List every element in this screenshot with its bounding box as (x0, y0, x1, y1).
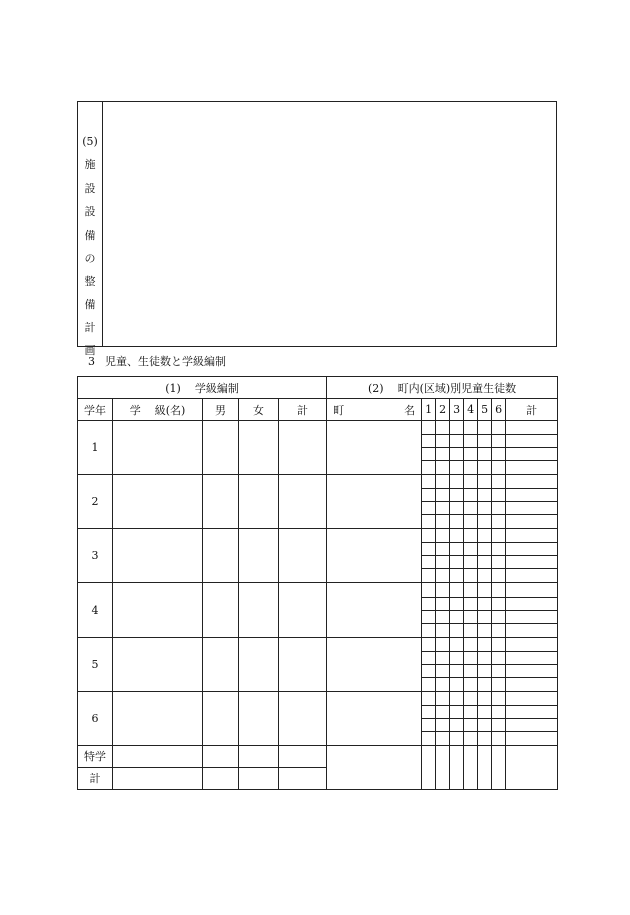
town-cell (327, 421, 422, 475)
count-cell (436, 435, 450, 448)
count-cell (450, 515, 464, 529)
count-cell (478, 718, 492, 731)
count-cell (478, 745, 492, 789)
count-cell (436, 461, 450, 475)
class-cell (113, 421, 203, 475)
count-cell (450, 651, 464, 664)
count-cell (464, 637, 478, 651)
count-cell (464, 556, 478, 569)
count-cell (422, 569, 436, 583)
class-cell (113, 475, 203, 529)
table1-title: 学級編制 (194, 381, 239, 395)
count-cell (478, 448, 492, 461)
header-class-left: 学 (129, 403, 141, 417)
town-cell (327, 529, 422, 583)
female-cell (239, 529, 279, 583)
count-cell (492, 677, 506, 691)
count-cell (464, 461, 478, 475)
count-cell (478, 637, 492, 651)
female-cell (239, 475, 279, 529)
count-cell (492, 691, 506, 705)
count-cell (422, 597, 436, 610)
count-cell (492, 637, 506, 651)
count-cell (478, 705, 492, 718)
section3-heading (88, 353, 226, 369)
count-cell (478, 664, 492, 677)
total-cell (279, 421, 327, 475)
special-class-row (78, 745, 558, 767)
count-cell (422, 448, 436, 461)
town-cell (327, 583, 422, 637)
facility-plan-box (77, 101, 557, 357)
count-cell (492, 502, 506, 515)
count-cell (478, 597, 492, 610)
count-cell (478, 489, 492, 502)
count-cell (450, 731, 464, 745)
count-cell (506, 718, 558, 731)
special-class-label: 特学 (78, 745, 113, 767)
count-cell (478, 475, 492, 489)
count-cell (450, 461, 464, 475)
header-class (113, 399, 203, 421)
count-cell (506, 489, 558, 502)
count-cell (506, 705, 558, 718)
count-cell (436, 489, 450, 502)
count-cell (506, 664, 558, 677)
count-cell (450, 421, 464, 435)
table2-title: 町内(区域)別児童生徒数 (397, 381, 517, 395)
count-cell (422, 435, 436, 448)
count-cell (478, 731, 492, 745)
count-cell (450, 597, 464, 610)
count-cell (478, 502, 492, 515)
grade-cell: 6 (78, 691, 113, 745)
count-cell (422, 475, 436, 489)
header-female: 女 (239, 399, 279, 421)
count-cell (450, 529, 464, 543)
total-row-cell (203, 767, 239, 789)
count-cell (422, 543, 436, 556)
count-cell (464, 543, 478, 556)
count-cell (506, 623, 558, 637)
count-cell (506, 637, 558, 651)
town-cell (327, 691, 422, 745)
female-cell (239, 583, 279, 637)
count-cell (506, 502, 558, 515)
count-cell (436, 529, 450, 543)
count-cell (478, 610, 492, 623)
count-cell (422, 556, 436, 569)
count-cell (464, 623, 478, 637)
count-cell (478, 651, 492, 664)
total-row-cell (113, 767, 203, 789)
count-cell (492, 664, 506, 677)
count-cell (450, 623, 464, 637)
town-cell (327, 475, 422, 529)
header-year-3: 3 (450, 399, 464, 421)
header-town-total: 計 (506, 399, 558, 421)
count-cell (506, 556, 558, 569)
count-cell (464, 705, 478, 718)
count-cell (492, 529, 506, 543)
count-cell (464, 475, 478, 489)
facility-plan-char: 設 (84, 205, 96, 218)
count-cell (492, 421, 506, 435)
count-cell (436, 705, 450, 718)
count-cell (478, 421, 492, 435)
header-total: 計 (279, 399, 327, 421)
header-grade: 学年 (78, 399, 113, 421)
special-class-cell (113, 745, 203, 767)
male-cell (203, 529, 239, 583)
facility-plan-char: 設 (84, 182, 96, 195)
special-class-cell (239, 745, 279, 767)
count-cell (464, 651, 478, 664)
count-cell (506, 745, 558, 789)
table2-number: (2) (368, 381, 384, 395)
count-cell (422, 515, 436, 529)
female-cell (239, 421, 279, 475)
count-cell (436, 583, 450, 597)
count-cell (464, 515, 478, 529)
grade-cell: 1 (78, 421, 113, 475)
count-cell (422, 610, 436, 623)
table-row (78, 637, 558, 651)
total-row-cell (279, 767, 327, 789)
count-cell (450, 448, 464, 461)
header-year-1: 1 (422, 399, 436, 421)
count-cell (450, 705, 464, 718)
count-cell (492, 610, 506, 623)
count-cell (464, 731, 478, 745)
count-cell (450, 475, 464, 489)
count-cell (464, 597, 478, 610)
count-cell (422, 731, 436, 745)
count-cell (492, 731, 506, 745)
count-cell (436, 556, 450, 569)
count-cell (450, 637, 464, 651)
count-cell (464, 435, 478, 448)
count-cell (450, 489, 464, 502)
count-cell (492, 718, 506, 731)
count-cell (492, 556, 506, 569)
facility-plan-label (78, 102, 103, 357)
count-cell (436, 664, 450, 677)
class-organization-table (77, 376, 558, 790)
count-cell (478, 677, 492, 691)
count-cell (464, 489, 478, 502)
facility-plan-number: (5) (82, 135, 98, 148)
count-cell (436, 691, 450, 705)
male-cell (203, 637, 239, 691)
count-cell (492, 461, 506, 475)
count-cell (436, 610, 450, 623)
total-cell (279, 583, 327, 637)
count-cell (506, 461, 558, 475)
count-cell (450, 502, 464, 515)
count-cell (492, 489, 506, 502)
count-cell (422, 461, 436, 475)
count-cell (422, 623, 436, 637)
count-cell (478, 556, 492, 569)
count-cell (464, 745, 478, 789)
header-year-5: 5 (478, 399, 492, 421)
count-cell (436, 515, 450, 529)
count-cell (450, 583, 464, 597)
count-cell (506, 691, 558, 705)
count-cell (506, 651, 558, 664)
count-cell (436, 475, 450, 489)
count-cell (492, 745, 506, 789)
town-cell (327, 745, 422, 789)
count-cell (450, 435, 464, 448)
male-cell (203, 583, 239, 637)
count-cell (478, 435, 492, 448)
count-cell (436, 651, 450, 664)
count-cell (450, 718, 464, 731)
special-class-cell (203, 745, 239, 767)
section3-title: 児童、生徒数と学級編制 (105, 355, 226, 368)
count-cell (422, 718, 436, 731)
count-cell (436, 448, 450, 461)
total-cell (279, 475, 327, 529)
count-cell (436, 745, 450, 789)
count-cell (506, 515, 558, 529)
count-cell (436, 502, 450, 515)
count-cell (478, 543, 492, 556)
table-row (78, 529, 558, 543)
count-cell (492, 435, 506, 448)
facility-plan-char: 備 (84, 298, 96, 311)
count-cell (464, 448, 478, 461)
grade-cell: 2 (78, 475, 113, 529)
count-cell (492, 448, 506, 461)
count-cell (450, 664, 464, 677)
count-cell (422, 502, 436, 515)
total-label: 計 (78, 767, 113, 789)
count-cell (436, 677, 450, 691)
total-cell (279, 529, 327, 583)
count-cell (436, 731, 450, 745)
count-cell (506, 731, 558, 745)
class-cell (113, 691, 203, 745)
count-cell (450, 691, 464, 705)
grade-cell: 5 (78, 637, 113, 691)
total-cell (279, 691, 327, 745)
header-year-6: 6 (492, 399, 506, 421)
facility-plan-char: の (84, 252, 96, 265)
count-cell (464, 677, 478, 691)
count-cell (422, 664, 436, 677)
special-class-cell (279, 745, 327, 767)
male-cell (203, 421, 239, 475)
table-row (78, 583, 558, 597)
count-cell (506, 597, 558, 610)
class-cell (113, 637, 203, 691)
facility-plan-char: 施 (84, 158, 96, 171)
count-cell (464, 664, 478, 677)
facility-plan-char: 整 (84, 275, 96, 288)
male-cell (203, 475, 239, 529)
table-header-row (78, 399, 558, 421)
count-cell (422, 677, 436, 691)
table-row (78, 421, 558, 435)
count-cell (436, 569, 450, 583)
count-cell (464, 569, 478, 583)
count-cell (436, 623, 450, 637)
total-cell (279, 637, 327, 691)
table1-number: (1) (165, 381, 181, 395)
class-cell (113, 583, 203, 637)
count-cell (464, 421, 478, 435)
count-cell (422, 637, 436, 651)
count-cell (506, 677, 558, 691)
count-cell (422, 705, 436, 718)
count-cell (492, 623, 506, 637)
count-cell (506, 610, 558, 623)
grade-cell: 3 (78, 529, 113, 583)
count-cell (464, 610, 478, 623)
count-cell (450, 677, 464, 691)
count-cell (478, 569, 492, 583)
count-cell (506, 435, 558, 448)
count-cell (464, 529, 478, 543)
male-cell (203, 691, 239, 745)
count-cell (450, 569, 464, 583)
count-cell (464, 718, 478, 731)
count-cell (478, 529, 492, 543)
table-title-row (78, 377, 558, 399)
count-cell (422, 691, 436, 705)
header-town-right: 名 (404, 403, 416, 417)
header-year-2: 2 (436, 399, 450, 421)
count-cell (492, 475, 506, 489)
count-cell (506, 583, 558, 597)
table-row (78, 691, 558, 705)
female-cell (239, 637, 279, 691)
header-class-right: 級(名) (154, 403, 186, 417)
table-row (78, 475, 558, 489)
female-cell (239, 691, 279, 745)
header-year-4: 4 (464, 399, 478, 421)
count-cell (422, 529, 436, 543)
count-cell (464, 502, 478, 515)
facility-plan-char: 計 (84, 321, 96, 334)
count-cell (478, 515, 492, 529)
count-cell (506, 529, 558, 543)
class-cell (113, 529, 203, 583)
count-cell (492, 583, 506, 597)
count-cell (436, 718, 450, 731)
table2-title-cell (327, 377, 558, 399)
count-cell (506, 569, 558, 583)
facility-plan-char: 画 (84, 344, 96, 357)
table1-title-cell (78, 377, 327, 399)
count-cell (478, 461, 492, 475)
count-cell (450, 745, 464, 789)
count-cell (450, 610, 464, 623)
count-cell (492, 569, 506, 583)
header-male: 男 (203, 399, 239, 421)
count-cell (436, 637, 450, 651)
count-cell (506, 543, 558, 556)
count-cell (436, 597, 450, 610)
count-cell (450, 543, 464, 556)
header-town (327, 399, 422, 421)
count-cell (422, 489, 436, 502)
count-cell (422, 651, 436, 664)
header-town-left: 町 (333, 403, 345, 417)
count-cell (464, 583, 478, 597)
count-cell (450, 556, 464, 569)
facility-plan-char: 備 (84, 229, 96, 242)
count-cell (422, 421, 436, 435)
count-cell (492, 597, 506, 610)
section3-number: 3 (88, 355, 95, 368)
count-cell (506, 448, 558, 461)
count-cell (492, 705, 506, 718)
total-row-cell (239, 767, 279, 789)
count-cell (478, 583, 492, 597)
town-cell (327, 637, 422, 691)
count-cell (464, 691, 478, 705)
count-cell (422, 583, 436, 597)
count-cell (436, 421, 450, 435)
count-cell (506, 475, 558, 489)
count-cell (492, 543, 506, 556)
count-cell (436, 543, 450, 556)
count-cell (478, 691, 492, 705)
count-cell (492, 651, 506, 664)
count-cell (492, 515, 506, 529)
grade-cell: 4 (78, 583, 113, 637)
count-cell (478, 623, 492, 637)
count-cell (506, 421, 558, 435)
count-cell (422, 745, 436, 789)
